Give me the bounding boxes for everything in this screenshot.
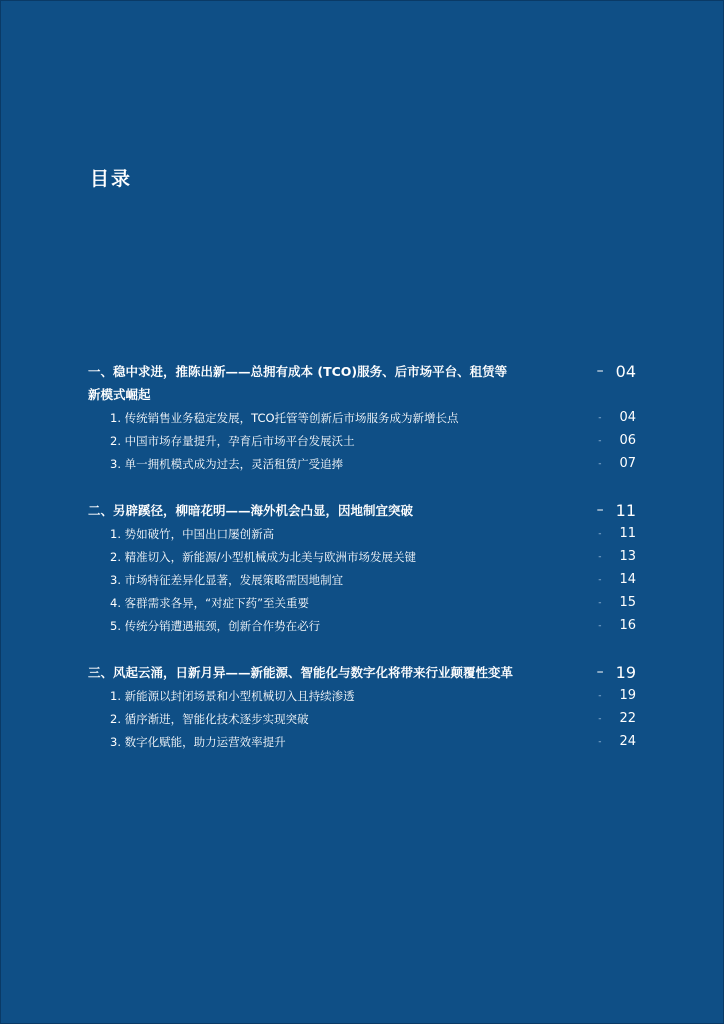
leader-dash: - — [598, 528, 602, 539]
toc-item[interactable] — [88, 614, 636, 637]
toc-item-page-number: 24 — [619, 734, 636, 749]
section-title-line2: 新模式崛起 — [88, 387, 151, 402]
toc-item-text: 1. 传统销售业务稳定发展，TCO托管等创新后市场服务成为新增长点 — [110, 410, 459, 425]
leader-dash: – — [596, 502, 604, 518]
section-page-number: 04 — [615, 362, 636, 381]
leader-dash: - — [598, 713, 602, 724]
toc-item[interactable] — [88, 429, 636, 452]
toc-section-2 — [88, 499, 636, 637]
toc-item-text: 1. 新能源以封闭场景和小型机械切入且持续渗透 — [110, 688, 355, 703]
toc-item-text: 2. 中国市场存量提升，孕育后市场平台发展沃土 — [110, 433, 355, 448]
section-title — [88, 661, 528, 684]
toc-item-page — [598, 618, 636, 633]
leader-dash: - — [598, 412, 602, 423]
section-title-line1: 三、风起云涌，日新月异——新能源、智能化与数字化将带来行业颠覆性变革 — [88, 665, 514, 680]
toc-item-page — [598, 595, 636, 610]
section-page-number: 19 — [615, 663, 636, 682]
toc-item-page — [598, 456, 636, 471]
table-of-contents — [88, 360, 636, 777]
toc-item[interactable] — [88, 730, 636, 753]
toc-item-text: 2. 精准切入，新能源/小型机械成为北美与欧洲市场发展关键 — [110, 549, 416, 564]
toc-item-page-number: 15 — [619, 595, 636, 610]
toc-item-page-number: 04 — [619, 410, 636, 425]
toc-item-page-number: 07 — [619, 456, 636, 471]
toc-item-page-number: 19 — [619, 688, 636, 703]
toc-section-heading[interactable] — [88, 661, 636, 684]
toc-item-text: 3. 单一拥机模式成为过去，灵活租赁广受追捧 — [110, 456, 344, 471]
section-page — [597, 499, 636, 522]
leader-dash: – — [596, 363, 604, 379]
toc-section-heading[interactable] — [88, 499, 636, 522]
toc-item[interactable] — [88, 545, 636, 568]
toc-section-3 — [88, 661, 636, 753]
leader-dash: - — [598, 435, 602, 446]
leader-dash: - — [598, 551, 602, 562]
section-title-line1: 二、另辟蹊径，柳暗花明——海外机会凸显，因地制宜突破 — [88, 503, 414, 518]
toc-item[interactable] — [88, 707, 636, 730]
toc-item-text: 2. 循序渐进，智能化技术逐步实现突破 — [110, 711, 309, 726]
leader-dash: - — [598, 620, 602, 631]
toc-item-page — [598, 549, 636, 564]
toc-item-page-number: 22 — [619, 711, 636, 726]
toc-item-page — [598, 433, 636, 448]
toc-title: 目录 — [90, 168, 133, 190]
toc-item-page-number: 11 — [619, 526, 636, 541]
section-title — [88, 499, 528, 522]
toc-section-1 — [88, 360, 636, 475]
toc-item-page-number: 14 — [619, 572, 636, 587]
toc-item-page — [598, 526, 636, 541]
toc-section-heading[interactable] — [88, 360, 636, 406]
toc-item-text: 1. 势如破竹，中国出口屡创新高 — [110, 526, 275, 541]
toc-item-text: 3. 数字化赋能，助力运营效率提升 — [110, 734, 286, 749]
toc-item-page-number: 16 — [619, 618, 636, 633]
toc-item-text: 4. 客群需求各异，“对症下药”至关重要 — [110, 595, 310, 610]
leader-dash: - — [598, 736, 602, 747]
toc-item[interactable] — [88, 684, 636, 707]
leader-dash: - — [598, 690, 602, 701]
leader-dash: - — [598, 597, 602, 608]
section-title-line1: 一、稳中求进，推陈出新——总拥有成本 (TCO)服务、后市场平台、租赁等 — [88, 364, 508, 379]
toc-item-page-number: 13 — [619, 549, 636, 564]
toc-item[interactable] — [88, 522, 636, 545]
section-page-number: 11 — [615, 501, 636, 520]
toc-item-page — [598, 711, 636, 726]
section-page — [597, 661, 636, 684]
toc-item-text: 3. 市场特征差异化显著，发展策略需因地制宜 — [110, 572, 344, 587]
leader-dash: – — [596, 664, 604, 680]
toc-item-page — [598, 572, 636, 587]
section-title — [88, 360, 528, 406]
toc-item-text: 5. 传统分销遭遇瓶颈，创新合作势在必行 — [110, 618, 321, 633]
section-page — [597, 360, 636, 383]
leader-dash: - — [598, 574, 602, 585]
toc-item-page — [598, 734, 636, 749]
toc-item-page — [598, 410, 636, 425]
toc-item[interactable] — [88, 591, 636, 614]
toc-item[interactable] — [88, 452, 636, 475]
toc-item[interactable] — [88, 406, 636, 429]
leader-dash: - — [598, 458, 602, 469]
toc-item-page — [598, 688, 636, 703]
toc-item-page-number: 06 — [619, 433, 636, 448]
toc-item[interactable] — [88, 568, 636, 591]
